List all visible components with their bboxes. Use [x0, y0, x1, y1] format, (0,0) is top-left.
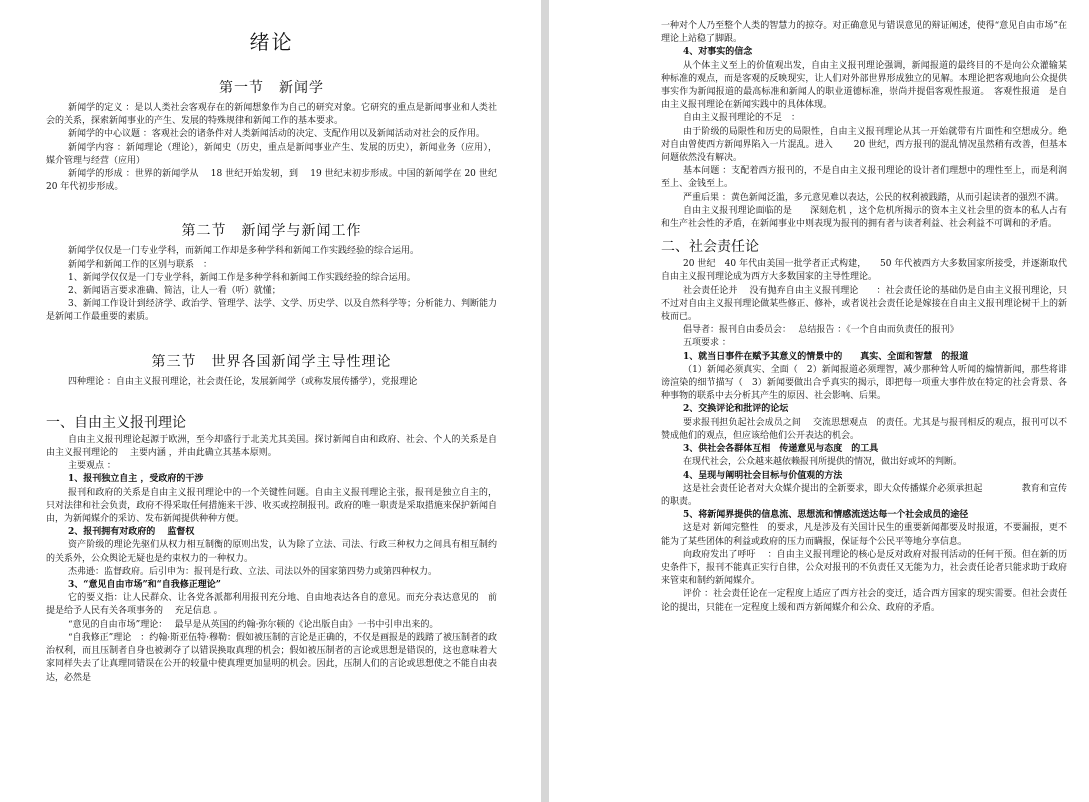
paragraph: 这是对 新闻完整性 的要求，凡是涉及有关国计民生的重要新闻都要及时报道，不要漏报，更不能为了某些团体的利益或政府的压力而瞒报，保证每个公民平等地分享信息。 [661, 523, 1067, 547]
subheading: 5、将新闻界提供的信息流、思想流和情感流送达每一个社会成员的途径 [683, 510, 969, 521]
paragraph: 自由主义报刊理论面临的是 深刻危机 ，这个危机所揭示的资本主义社会里的资本的私人占有和生产社会性的矛盾，在新闻事业中则表现为报刊的拥有者与读者利益、社会利益不可调和的矛盾。 [661, 205, 1067, 230]
paragraph: 新闻学和新闻工作的区别与联系 ： [68, 259, 213, 270]
page-gutter [541, 0, 549, 802]
paragraph: “意见的自由市场”理论： 最早是从英国的约翰·弥尔顿的《论出版自由》一书中引申出来的。 [68, 619, 439, 630]
paragraph: 它的要义指：让人民群众、让各党各派都利用报刊充分地、自由地表达各自的意见。而充分表达意见的 前提是给予人民有关各项事务的 充足信息 。 [46, 593, 497, 617]
paragraph: 杰弗逊：监督政府。后引申为：报刊是行政、立法、司法以外的国家第四势力或第四种权力。 [68, 566, 438, 577]
subheading: 3、“意见自由市场”和“自我修正理论” [68, 580, 221, 591]
paragraph: 主要观点 ： [68, 461, 116, 472]
paragraph: 在现代社会，公众越来越依赖报刊所提供的情况，做出好或坏的判断。 [683, 457, 963, 468]
paragraph: 20 世纪 40 年代由美国一批学者正式构建， 50 年代被西方大多数国家所接受，并逐渐取代自由主义报刊理论成为西方大多数国家的主导性理论。 [661, 259, 1067, 283]
subheading: 2、报刊拥有对政府的 监督权 [68, 527, 195, 538]
paragraph: 要求报刊担负起社会成员之间 交流思想观点 的责任。尤其是与报刊相反的观点，报刊可以不赞成他们的观点，但应该给他们公开表达的机会。 [661, 417, 1067, 441]
right-page [549, 0, 1089, 802]
subheading: 3、供社会各群体互相 传递意见与态度 的工具 [683, 444, 879, 455]
paragraph: 1、新闻学仅仅是一门专业学科，新闻工作是多种学科和新闻工作实践经验的综合运用。 [68, 272, 416, 283]
left-page [0, 0, 541, 802]
paragraph: 资产阶级的理论先驱们从权力相互制衡的原则出发，认为除了立法、司法、行政三种权力之间具有相互制约的关系外，公众舆论无疑也是约束权力的一种权力。 [46, 540, 497, 564]
paragraph: 报刊和政府的关系是自由主义报刊理论中的一个关键性问题。自由主义报刊理论主张，报刊是独立自主的，只对法律和社会负责，政府不得采取任何措施来干涉、收买或控制报刊。政府的唯一职责是采取措施来保护新闻自由，为新闻媒介的采访、发布新闻提供种种方便。 [46, 487, 497, 525]
section-2-heading: 第二节 新闻学与新闻工作 [181, 223, 362, 240]
document-title: 绪论 [249, 30, 294, 54]
subheading: 1、报刊独立自主 ，受政府的干涉 [68, 474, 204, 485]
paragraph: 一种对个人乃至整个人类的智慧力的掠夺。对正确意见与错误意见的辩证阐述，使得“意见自由市场”在理论上站稳了脚跟。 [661, 21, 1067, 45]
section-1-heading: 第一节 新闻学 [219, 80, 324, 96]
paragraph: 五项要求 ： [683, 338, 731, 349]
subheading: 1、就当日事件在赋予其意义的情景中的 真实、全面和智慧 的报道 [683, 351, 969, 362]
paragraph: 从个体主义至上的价值观出发，自由主义报刊理论强调，新闻报道的最终目的不是向公众灌输某种标准的观点，而是客观的反映现实，让人们对外部世界形成独立的见解。本理论把客观地向公众提供事实作为新闻报道的最高标准和新闻人的职业道德标准，崇尚并提倡客观性报道。 客观性报道 是自由主义报刊理论在新闻实践中的具体体现。 [661, 60, 1067, 111]
section-3-heading: 第三节 世界各国新闻学主导性理论 [151, 353, 392, 370]
paragraph: 评价 ：社会责任论在一定程度上适应了西方社会的变迁，适合西方国家的现实需要。但社会责任论的提出，只能在一定程度上缓和西方新闻媒介和公众、政府的矛盾。 [661, 589, 1067, 613]
paragraph: 严重后果 ：黄色新闻泛滥，多元意见难以表达，公民的权利被践踏，从而引起读者的强烈不满。 [683, 192, 1064, 203]
paragraph: 四种理论 ：自由主义报刊理论，社会责任论，发展新闻学（或称发展传播学），党报理论 [68, 376, 418, 387]
paragraph: 新闻学的形成 ：世界的新闻学从 18 世纪开始发轫，到 19 世纪末初步形成。中国的新闻学在 20 世纪 20 年代初步形成。 [46, 169, 497, 193]
part-1-heading: 一、自由主义报刊理论 [46, 414, 186, 431]
paragraph: （1）新闻必须真实、全面（ 2）新闻报道必须理智，减少那种耸人听闻的煽情新闻，那些将诽谤渲染的细节描写（ 3）新闻要做出合乎真实的揭示，即把每一项重大事件放在特定的社会背景、各种事物的联系中去分析其产生的原因、社会影响、后果。 [661, 364, 1067, 402]
paragraph: 3、新闻工作设计到经济学、政治学、管理学、法学、文学、历史学、以及自然科学等；分析能力、判断能力是新闻工作最重要的素质。 [46, 299, 497, 323]
paragraph: 新闻学仅仅是一门专业学科，而新闻工作却是多种学科和新闻工作实践经验的综合运用。 [68, 246, 420, 257]
paragraph: 2、新闻语言要求准确、简洁，让人一看（听）就懂； [68, 286, 281, 297]
subheading: 4、呈现与阐明社会目标与价值观的方法 [683, 470, 843, 481]
paragraph: 新闻学的定义 ：是以人类社会客观存在的新闻想象作为自己的研究对象。它研究的重点是新闻事业和人类社会的关系，探索新闻事业的产生、发展的特殊规律和新闻工作的基本要求。 [46, 103, 497, 127]
paragraph: 新闻学内容 ：新闻理论（理论），新闻史（历史，重点是新闻事业产生、发展的历史），新闻业务（应用），媒介管理与经营（应用） [46, 142, 497, 166]
paragraph: “自我修正”理论 ：约翰·斯亚伍特·穆勒：假如被压制的言论是正确的，不仅是画报是的践踏了被压制者的政治权利，而且压制者自身也被剥夺了以错误换取真理的机会；假如被压制者的言论或思想是错误的，这也意味着大家同样失去了让真理同错误在公开的较量中使真理更加显明的机会。因此，压制人们的言论或思想使之不能自由表达，必然是 [46, 632, 497, 683]
paragraph: 基本问题 ：支配着西方报刊的，不是自由主义报刊理论的设计者们理想中的理性至上，而是利润至上、金钱至上。 [661, 166, 1067, 190]
paragraph: 这是社会责任论者对大众媒介提出的全新要求，即大众传播媒介必须承担起 教育和宣传的职责。 [661, 483, 1067, 507]
subheading: 4、对事实的信念 [683, 47, 753, 58]
paragraph: 社会责任论并 没有抛弃自由主义报刊理论 ：社会责任论的基础仍是自由主义报刊理论，只不过对自由主义报刊理论做某些修正、修补，或者说社会责任论是嫁接在自由主义报刊理论树干上的新枝而已。 [661, 285, 1067, 323]
paragraph: 自由主义报刊理论起源于欧洲，至今却盛行于北美尤其美国。探讨新闻自由和政府、社会、个人的关系是自由主义报刊理论的 主要内涵 ，并由此确立其基本原则。 [46, 434, 497, 459]
paragraph: 向政府发出了呼吁 ：自由主义报刊理论的核心是反对政府对报刊活动的任何干预。但在新的历史条件下，报刊不能真正实行自律，公众对报刊的不负责任又无能为力，社会责任论者只能求助于政府来管束和制约新闻媒介。 [661, 549, 1067, 587]
paragraph: 由于阶级的局限性和历史的局限性，自由主义报刊理论从其一开始就带有片面性和空想成分。绝对自由曾使西方新闻界陷入一片混乱。进入 20 世纪，西方报刊的混乱情况虽然稍有改善，但基本问题依然没有解决。 [661, 126, 1067, 164]
paragraph: 倡导者：报刊自由委员会： 总结报告 ：《一个自由而负责任的报刊》 [683, 325, 959, 336]
paragraph: 自由主义报刊理论的不足 ： [683, 113, 801, 124]
paragraph: 新闻学的中心议题 ：客观社会的诸条件对人类新闻活动的决定、支配作用以及新闻活动对社会的反作用。 [68, 129, 485, 140]
subheading: 2、交换评论和批评的论坛 [683, 404, 789, 415]
part-2-heading: 二、社会责任论 [661, 239, 759, 256]
